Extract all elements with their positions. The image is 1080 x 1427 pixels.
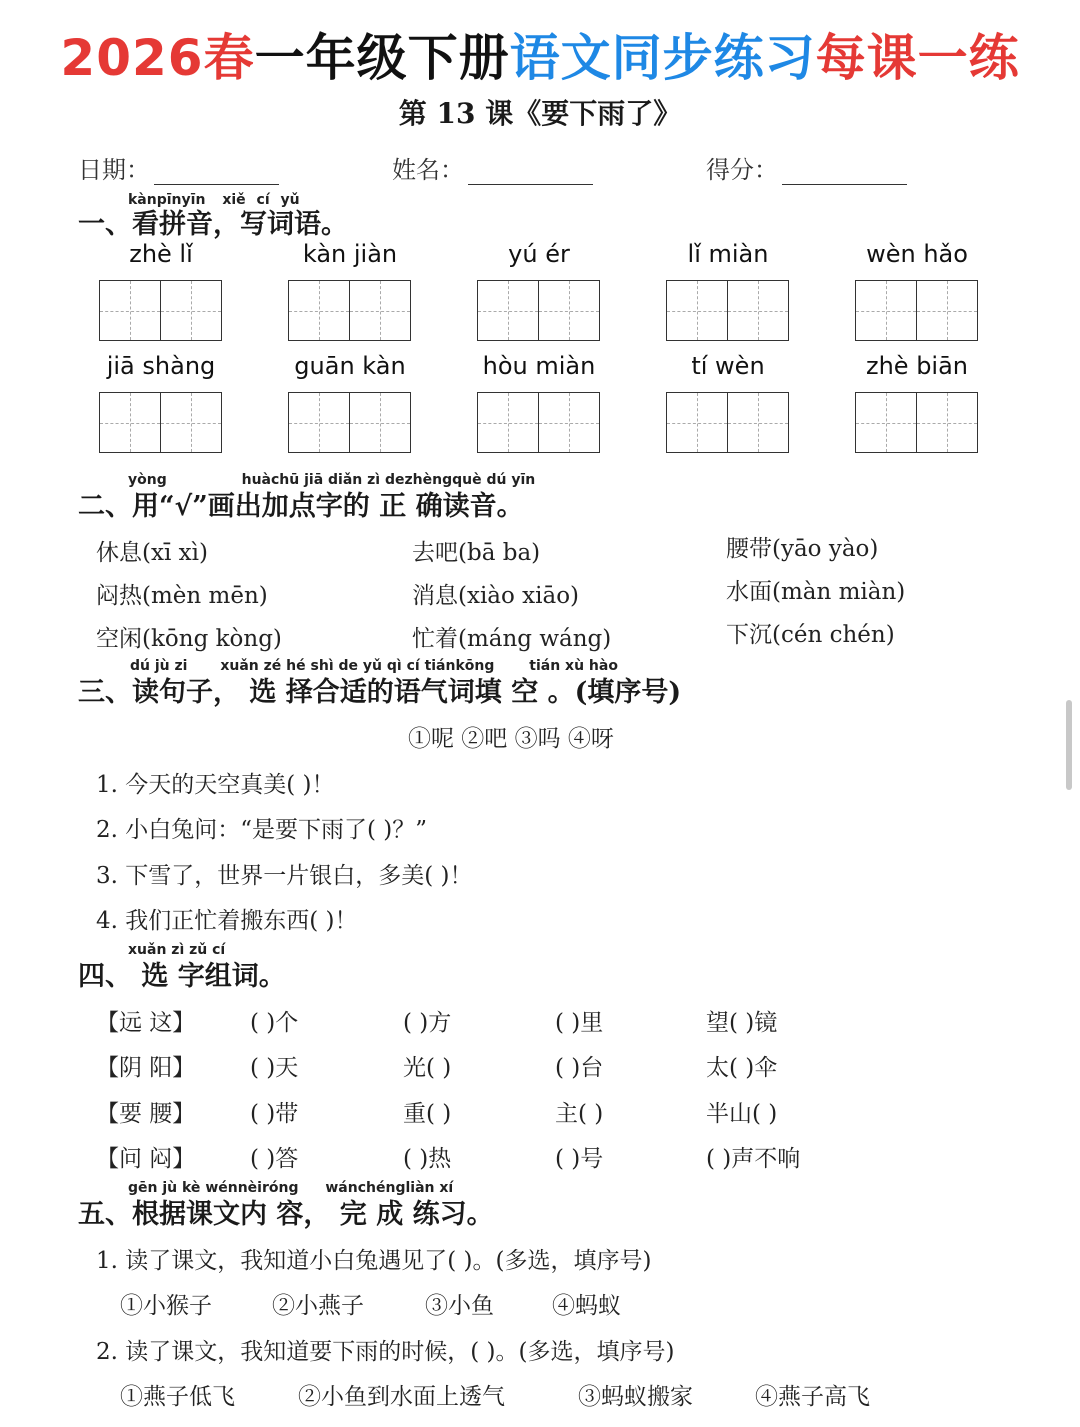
writing-grid[interactable] [477, 392, 600, 453]
word-blank[interactable]: 望( )镜 [706, 1010, 778, 1036]
pinyin: yǔ [280, 192, 300, 208]
answer-option: ①小猴子 [120, 1293, 212, 1319]
answer-option: ②小鱼到水面上透气 [298, 1384, 505, 1410]
pinyin: yǔ [362, 658, 382, 674]
reading-choice[interactable]: 休息(xī xì) [96, 540, 208, 566]
writing-grid[interactable] [288, 280, 411, 341]
char-pair: 【要 腰】 [96, 1101, 196, 1127]
pinyin: zhèng [404, 472, 453, 488]
pinyin-prompt: kàn jiàn [302, 240, 398, 268]
pinyin: dú [486, 472, 507, 488]
score-label: 得分： [706, 156, 778, 184]
writing-grid[interactable] [477, 280, 600, 341]
pinyin: zǔ [189, 942, 208, 958]
pinyin: huà [241, 472, 271, 488]
pinyin-prompt: wèn hǎo [866, 240, 968, 268]
writing-grid[interactable] [855, 280, 978, 341]
writing-grid[interactable] [99, 280, 222, 341]
pinyin: hào [588, 658, 618, 674]
answer-option: ④蚂蚁 [552, 1293, 621, 1319]
name-blank[interactable] [468, 160, 593, 185]
char-pair: 【问 闷】 [96, 1146, 196, 1172]
writing-grid[interactable] [288, 392, 411, 453]
pinyin: hé [286, 658, 306, 674]
word-blank[interactable]: ( )号 [555, 1146, 604, 1172]
pinyin: tián [529, 658, 561, 674]
pinyin-prompt: jiā shàng [106, 352, 216, 380]
pinyin: què [452, 472, 482, 488]
char-pair: 【阴 阳】 [96, 1055, 196, 1081]
writing-grid[interactable] [855, 392, 978, 453]
pinyin: pīn [156, 192, 182, 208]
pinyin: zì [367, 472, 381, 488]
pinyin-prompt: yú ér [508, 240, 570, 268]
pinyin: de [338, 658, 359, 674]
name-field[interactable] [392, 150, 593, 185]
reading-choice[interactable]: 下沉(cén chén) [726, 622, 895, 648]
pinyin: cí [406, 658, 420, 674]
page-title [0, 18, 1080, 90]
pinyin: cí [256, 192, 270, 208]
pinyin: chéng [357, 1180, 406, 1196]
title-part-practice: 每课一练 [815, 29, 1020, 87]
pinyin: zì [171, 942, 185, 958]
pinyin: zé [263, 658, 282, 674]
pinyin-prompt: tí wèn [691, 352, 765, 380]
word-blank[interactable]: ( )天 [250, 1055, 299, 1081]
word-blank[interactable]: 太( )伞 [706, 1055, 778, 1081]
pinyin: liàn [405, 1180, 435, 1196]
comprehension-question[interactable]: 1. 读了课文，我知道小白兔遇见了( )。(多选，填序号) [96, 1248, 652, 1274]
pinyin: de [384, 472, 405, 488]
title-part-year: 2026春 [60, 29, 255, 87]
pinyin: róng [261, 1180, 299, 1196]
pinyin-prompt: zhè lǐ [129, 240, 193, 268]
scrollbar-thumb[interactable] [1066, 700, 1072, 790]
pinyin: qì [386, 658, 402, 674]
pinyin: dú [130, 658, 150, 674]
reading-choice[interactable]: 腰带(yāo yào) [726, 536, 879, 562]
answer-option: ④燕子高飞 [755, 1384, 870, 1410]
reading-choice[interactable]: 忙着(máng wáng) [412, 626, 612, 652]
pinyin: jù [154, 658, 170, 674]
word-blank[interactable]: ( )声不响 [706, 1146, 801, 1172]
section-3-title: 三、读句子， 选 择合适的语气词填 空 。(填序号) [78, 677, 682, 708]
pinyin: shì [310, 658, 334, 674]
word-blank[interactable]: 光( ) [403, 1055, 452, 1081]
writing-grid[interactable] [666, 280, 789, 341]
date-blank[interactable] [154, 160, 279, 185]
pinyin: yīn [181, 192, 206, 208]
score-field[interactable] [706, 150, 907, 185]
pinyin: gēn [128, 1180, 158, 1196]
title-part-subject: 语文同步练习 [509, 29, 816, 87]
pinyin: jù [162, 1180, 178, 1196]
pinyin: kōng [455, 658, 495, 674]
char-pair: 【远 这】 [96, 1010, 196, 1036]
pinyin: xuǎn [220, 658, 259, 674]
pinyin: wán [325, 1180, 358, 1196]
pinyin: diǎn [328, 472, 363, 488]
title-part-grade: 一年级下册 [254, 29, 510, 87]
word-blank[interactable]: 重( ) [403, 1101, 452, 1127]
word-blank[interactable]: ( )带 [250, 1101, 299, 1127]
pinyin-prompt: hòu miàn [482, 352, 596, 380]
pinyin: yòng [128, 472, 167, 488]
pinyin: zi [174, 658, 188, 674]
word-blank[interactable]: ( )里 [555, 1010, 604, 1036]
fill-sentence[interactable]: 3. 下雪了，世界一片银白，多美( )！ [96, 863, 473, 889]
name-label: 姓名： [392, 156, 464, 184]
comprehension-question[interactable]: 2. 读了课文，我知道要下雨的时候，( )。(多选，填序号) [96, 1339, 675, 1365]
pinyin: nèi [237, 1180, 262, 1196]
answer-option: ③小鱼 [425, 1293, 494, 1319]
word-blank[interactable]: ( )方 [403, 1010, 452, 1036]
section-2-title: 二、用“√”画出加点字的 正 确读音。 [78, 491, 524, 522]
section-4-title: 四、 选 字组词。 [78, 961, 286, 992]
pinyin: tián [424, 658, 456, 674]
word-blank[interactable]: ( )答 [250, 1146, 299, 1172]
pinyin: xiě [222, 192, 246, 208]
pinyin: xù [565, 658, 585, 674]
answer-option: ③蚂蚁搬家 [578, 1384, 693, 1410]
pinyin-prompt: lǐ miàn [687, 240, 769, 268]
pinyin-prompt: guān kàn [294, 352, 406, 380]
reading-choice[interactable]: 闷热(mèn mēn) [96, 583, 268, 609]
section-5-title: 五、根据课文内 容， 完 成 练习。 [78, 1199, 494, 1230]
word-blank[interactable]: 半山( ) [706, 1101, 778, 1127]
word-blank[interactable]: ( )个 [250, 1010, 299, 1036]
pinyin: cí [212, 942, 226, 958]
word-blank[interactable]: ( )台 [555, 1055, 604, 1081]
particle-options: ①呢 ②吧 ③吗 ④呀 [408, 726, 614, 752]
fill-sentence[interactable]: 4. 我们正忙着搬东西( )！ [96, 908, 358, 934]
pinyin: yīn [511, 472, 536, 488]
score-blank[interactable] [782, 160, 907, 185]
lesson-subtitle: 第 13 课《要下雨了》 [398, 97, 682, 130]
fill-sentence[interactable]: 1. 今天的天空真美( )！ [96, 772, 335, 798]
pinyin: jiā [304, 472, 324, 488]
reading-choice[interactable]: 消息(xiào xiāo) [412, 583, 580, 609]
pinyin-prompt: zhè biān [865, 352, 969, 380]
pinyin: kè [182, 1180, 201, 1196]
date-label: 日期： [78, 156, 150, 184]
word-blank[interactable]: 主( ) [555, 1101, 604, 1127]
pinyin: xí [439, 1180, 454, 1196]
writing-grid[interactable] [99, 392, 222, 453]
section-1-title: 一、看拼音，写词语。 [78, 209, 348, 240]
reading-choice[interactable]: 空闲(kōng kòng) [96, 626, 282, 652]
answer-option: ②小燕子 [272, 1293, 364, 1319]
answer-option: ①燕子低飞 [120, 1384, 235, 1410]
pinyin: xuǎn [128, 942, 167, 958]
pinyin: kàn [128, 192, 157, 208]
date-field[interactable] [78, 150, 279, 185]
fill-sentence[interactable]: 2. 小白兔问：“是要下雨了( )？” [96, 817, 428, 843]
pinyin: wén [205, 1180, 238, 1196]
pinyin: chū [271, 472, 300, 488]
word-blank[interactable]: ( )热 [403, 1146, 452, 1172]
reading-choice[interactable]: 水面(màn miàn) [726, 579, 906, 605]
reading-choice[interactable]: 去吧(bā ba) [412, 540, 541, 566]
writing-grid[interactable] [666, 392, 789, 453]
